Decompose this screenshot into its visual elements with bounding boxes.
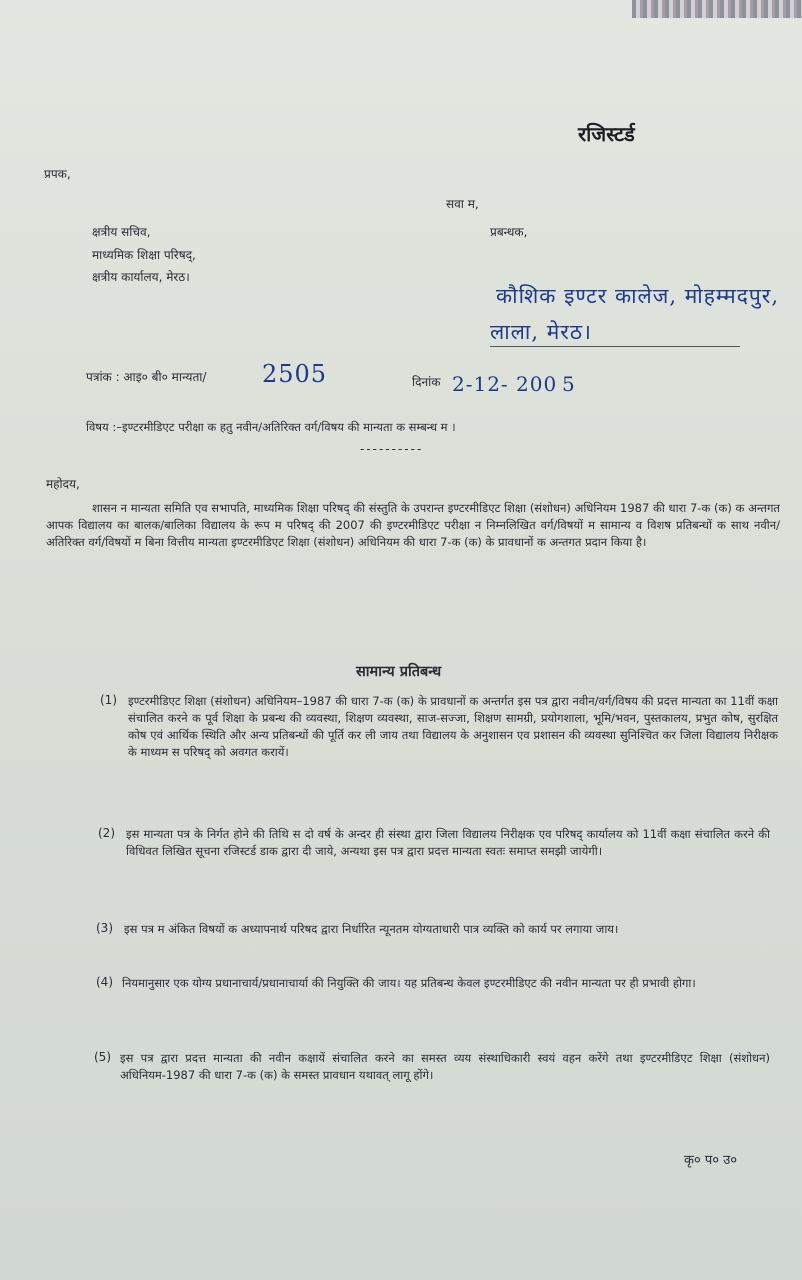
condition-4-text: नियमानुसार एक योग्य प्रधानाचार्य/प्रधानाचार्या की नियुक्ति की जाय। यह प्रतिबन्ध केवल इण्टरमीडिएट की नवीन मान्यता पर ही प्रभावी होगा। <box>122 976 696 990</box>
body-paragraph: शासन न मान्यता समिति एव सभापति, माध्यमिक शिक्षा परिषद् की संस्तुति के उपरान्त इण्टरमीडिएट शिक्षा (संशोधन) अधिनियम 1987 की धारा 7-क (क) क अन्तगत आपक विद्यालय का बालक/बालिका विद्यालय के रूप म परिषद् की 2007 की इण्टरमीडिएट परीक्षा न निम्नलिखित वर्ग/विषयों म सामान्य व विशष प्रतिबन्धों क साथ नवीन/अतिरिक्त वर्ग/विषयों म बिना वित्तीय मान्यता इण्टरमीडिएट शिक्षा (संशोधन) अधिनियम की धारा 7-क (क) के प्रावधानों क अन्तगत प्रदान किया है। <box>46 501 780 549</box>
patrank-number: 2505 <box>262 360 328 388</box>
sender-line-3: क्षत्रीय कार्यालय, मेरठ। <box>92 270 190 284</box>
dinank-label: दिनांक <box>412 375 441 389</box>
condition-4-number: (4) <box>96 975 113 989</box>
condition-3-text: इस पत्र म अंकित विषयों क अध्यापनार्थ परिषद द्वारा निर्धारित न्यूनतम योग्यताधारी पात्र व्यक्ति को कार्य पर लगाया जाय। <box>124 922 619 936</box>
scan-edge-strip <box>632 0 802 18</box>
subject-underline: ---------- <box>360 442 424 456</box>
recipient-address-1: कौशिक इण्टर कालेज, मोहम्मदपुर, <box>496 284 780 308</box>
from-label: प्रपक, <box>44 167 71 181</box>
please-turn-over: कृ० प० उ० <box>684 1153 738 1168</box>
salutation: महोदय, <box>46 477 80 491</box>
to-label: सवा म, <box>446 197 479 211</box>
recipient-title: प्रबन्धक, <box>490 225 528 239</box>
condition-5-text: इस पत्र द्वारा प्रदत्त मान्यता की नवीन कक्षायें संचालित करने का समस्त व्यय संस्थाधिकारी स्वयं वहन करेंगे तथा इण्टरमीडिएट शिक्षा (संशोधन) अधिनियम-1987 की धारा 7-क (क) के समस्त प्रावधान यथावत् लागू होंगे। <box>120 1051 770 1082</box>
patrank-label: पत्रांक : आइ० बी० मान्यता/ <box>86 370 207 384</box>
registered-mark: रजिस्टर्ड <box>578 122 635 146</box>
condition-1-number: (1) <box>100 693 117 707</box>
sender-line-2: माध्यमिक शिक्षा परिषद्, <box>92 248 196 262</box>
dinank-value: 2-12- 200 <box>452 372 558 396</box>
dinank-year: 5 <box>562 372 576 396</box>
subject-line: विषय :–इण्टरमीडिएट परीक्षा क हतु नवीन/अतिरिक्त वर्ग/विषय की मान्यता क सम्बन्ध म । <box>86 420 456 434</box>
condition-2-number: (2) <box>98 826 115 840</box>
recipient-address-2: लाला, मेरठ। <box>490 318 740 347</box>
sender-line-1: क्षत्रीय सचिव, <box>92 225 151 239</box>
conditions-heading: सामान्य प्रतिबन्ध <box>356 664 442 680</box>
condition-3-number: (3) <box>96 921 113 935</box>
condition-5-number: (5) <box>94 1050 111 1064</box>
condition-2-text: इस मान्यता पत्र के निर्गत होने की तिथि स दो वर्ष के अन्दर ही संस्था द्वारा जिला विद्यालय निरीक्षक एव परिषद् कार्यालय को 11वीं कक्षा संचालित करने की विधिवत लिखित सूचना रजिस्टर्ड डाक द्वारा दी जाये, अन्यथा इस पत्र द्वारा प्रदत्त मान्यता स्वतः समाप्त समझी जायेगी। <box>126 827 770 858</box>
condition-1-text: इण्टरमीडिएट शिक्षा (संशोधन) अधिनियम–1987 की धारा 7-क (क) के प्रावधानों क अन्तर्गत इस पत्र द्वारा नवीन/वर्ग/विषय की प्रदत्त मान्यता का 11वीं कक्षा संचालित करने क पूर्व शिक्षा के प्रबन्ध की व्यवस्था, शिक्षण व्यवस्था, साज-सज्जा, शिक्षण सामग्री, प्रयोगशाला, भूमि/भवन, पुस्तकालय, प्रभुत कोष, सुरक्षित कोष एवं आर्थिक स्थिति और अन्य प्रतिबन्धों की पूर्ति कर ली जाय तथा विद्यालय के अनुशासन एव प्रशासन की व्यवस्था सुनिश्चित कर जिला विद्यालय निरीक्षक के माध्यम स परिषद् को अवगत करायें। <box>128 694 778 759</box>
